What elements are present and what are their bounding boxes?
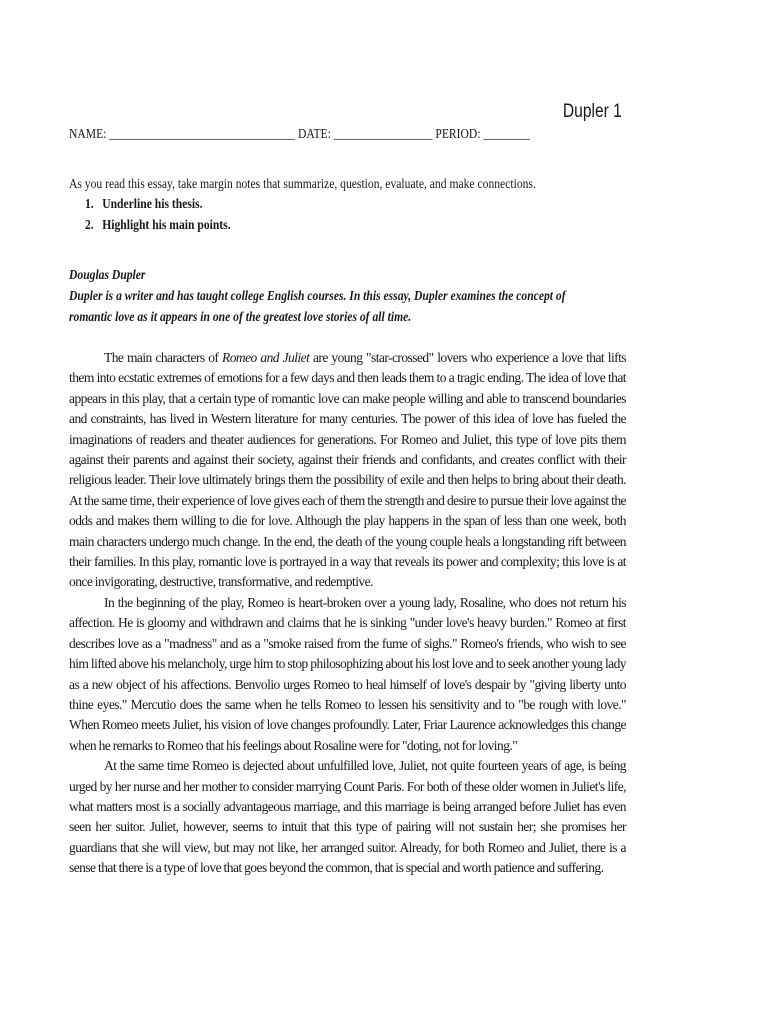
play-title: Romeo and Juliet: [222, 350, 310, 365]
list-item-text: Highlight his main points.: [102, 217, 231, 232]
essay-text: The main characters of: [104, 350, 223, 365]
instructions-intro: As you read this essay, take margin notes that summarize, question, evaluate, and make connections.: [69, 176, 536, 191]
author-block: [69, 264, 566, 327]
list-item-number: 2.: [85, 217, 94, 232]
essay-text: are young "star-crossed" lovers who experience a love that lifts them into ecstatic extremes of emotions for a few days and then leads them to a tragic ending. The idea of love that appears in this play, that a certain type of romantic love can make people willing and able to transcend boundaries and constraints, has lived in Western literature for many centuries. The power of this idea of love has fueled the imaginations of readers and theater audiences for generations. For Romeo and Juliet, this type of love pits them against their parents and against their society, against their friends and confidants, and creates conflict with their religious leader. Their love ultimately brings them the possibility of exile and then helps to bring about their death. At the same time, their experience of love gives each of them the strength and desire to pursue their love against the odds and makes them willing to die for love. Although the play happens in the span of less than one week, both main characters undergo much change. In the end, the death of the young couple heals a longstanding rift between their families. In this play, romantic love is portrayed in a way that reveals its power and complexity; this love is at once invigorating, destructive, transformative, and redemptive.: [69, 350, 626, 590]
list-item: [85, 217, 231, 238]
page-header-label: Dupler 1: [563, 101, 622, 122]
essay-paragraph: [69, 348, 626, 593]
author-name: Douglas Dupler: [69, 267, 146, 282]
instructions-list: [85, 196, 231, 238]
list-item-text: Underline his thesis.: [102, 196, 203, 211]
student-info-fields: NAME: ________________________________ DATE: _________________ PERIOD: ________: [69, 126, 530, 141]
list-item: [85, 196, 231, 217]
essay-paragraph: In the beginning of the play, Romeo is heart-broken over a young lady, Rosaline, who does not return his affection. He is gloomy and withdrawn and claims that he is sinking "under love's heavy burden." Romeo at first describes love as a "madness" and as a "smoke raised from the fume of sighs." Romeo's friends, who wish to see him lifted above his melancholy, urge him to stop philosophizing about his lost love and to seek another young lady as a new object of his affections. Benvolio urges Romeo to heal himself of love's despair by "giving liberty unto thine eyes." Mercutio does the same when he tells Romeo to lessen his sensitivity and to "be rough with love." When Romeo meets Juliet, his vision of love changes profoundly. Later, Friar Laurence acknowledges this change when he remarks to Romeo that his feelings about Rosaline were for "doting, not for loving.": [69, 594, 626, 753]
essay-body: [69, 348, 626, 879]
essay-paragraph: At the same time Romeo is dejected about unfulfilled love, Juliet, not quite fourteen years of age, is being urged by her nurse and her mother to consider marrying Count Paris. For both of these older women in Juliet's life, what matters most is a socially advantageous marriage, and this marriage is being arranged before Juliet has even seen her suitor. Juliet, however, seems to intuit that this type of pairing will not sustain her; she promises her guardians that she will view, but may not like, her arranged suitor. Already, for both Romeo and Juliet, there is a sense that there is a type of love that goes beyond the common, that is special and worth patience and suffering.: [69, 758, 626, 876]
list-item-number: 1.: [85, 196, 94, 211]
author-bio: Dupler is a writer and has taught college English courses. In this essay, Dupler examines the concept of romantic love as it appears in one of the greatest love stories of all time.: [69, 288, 566, 324]
